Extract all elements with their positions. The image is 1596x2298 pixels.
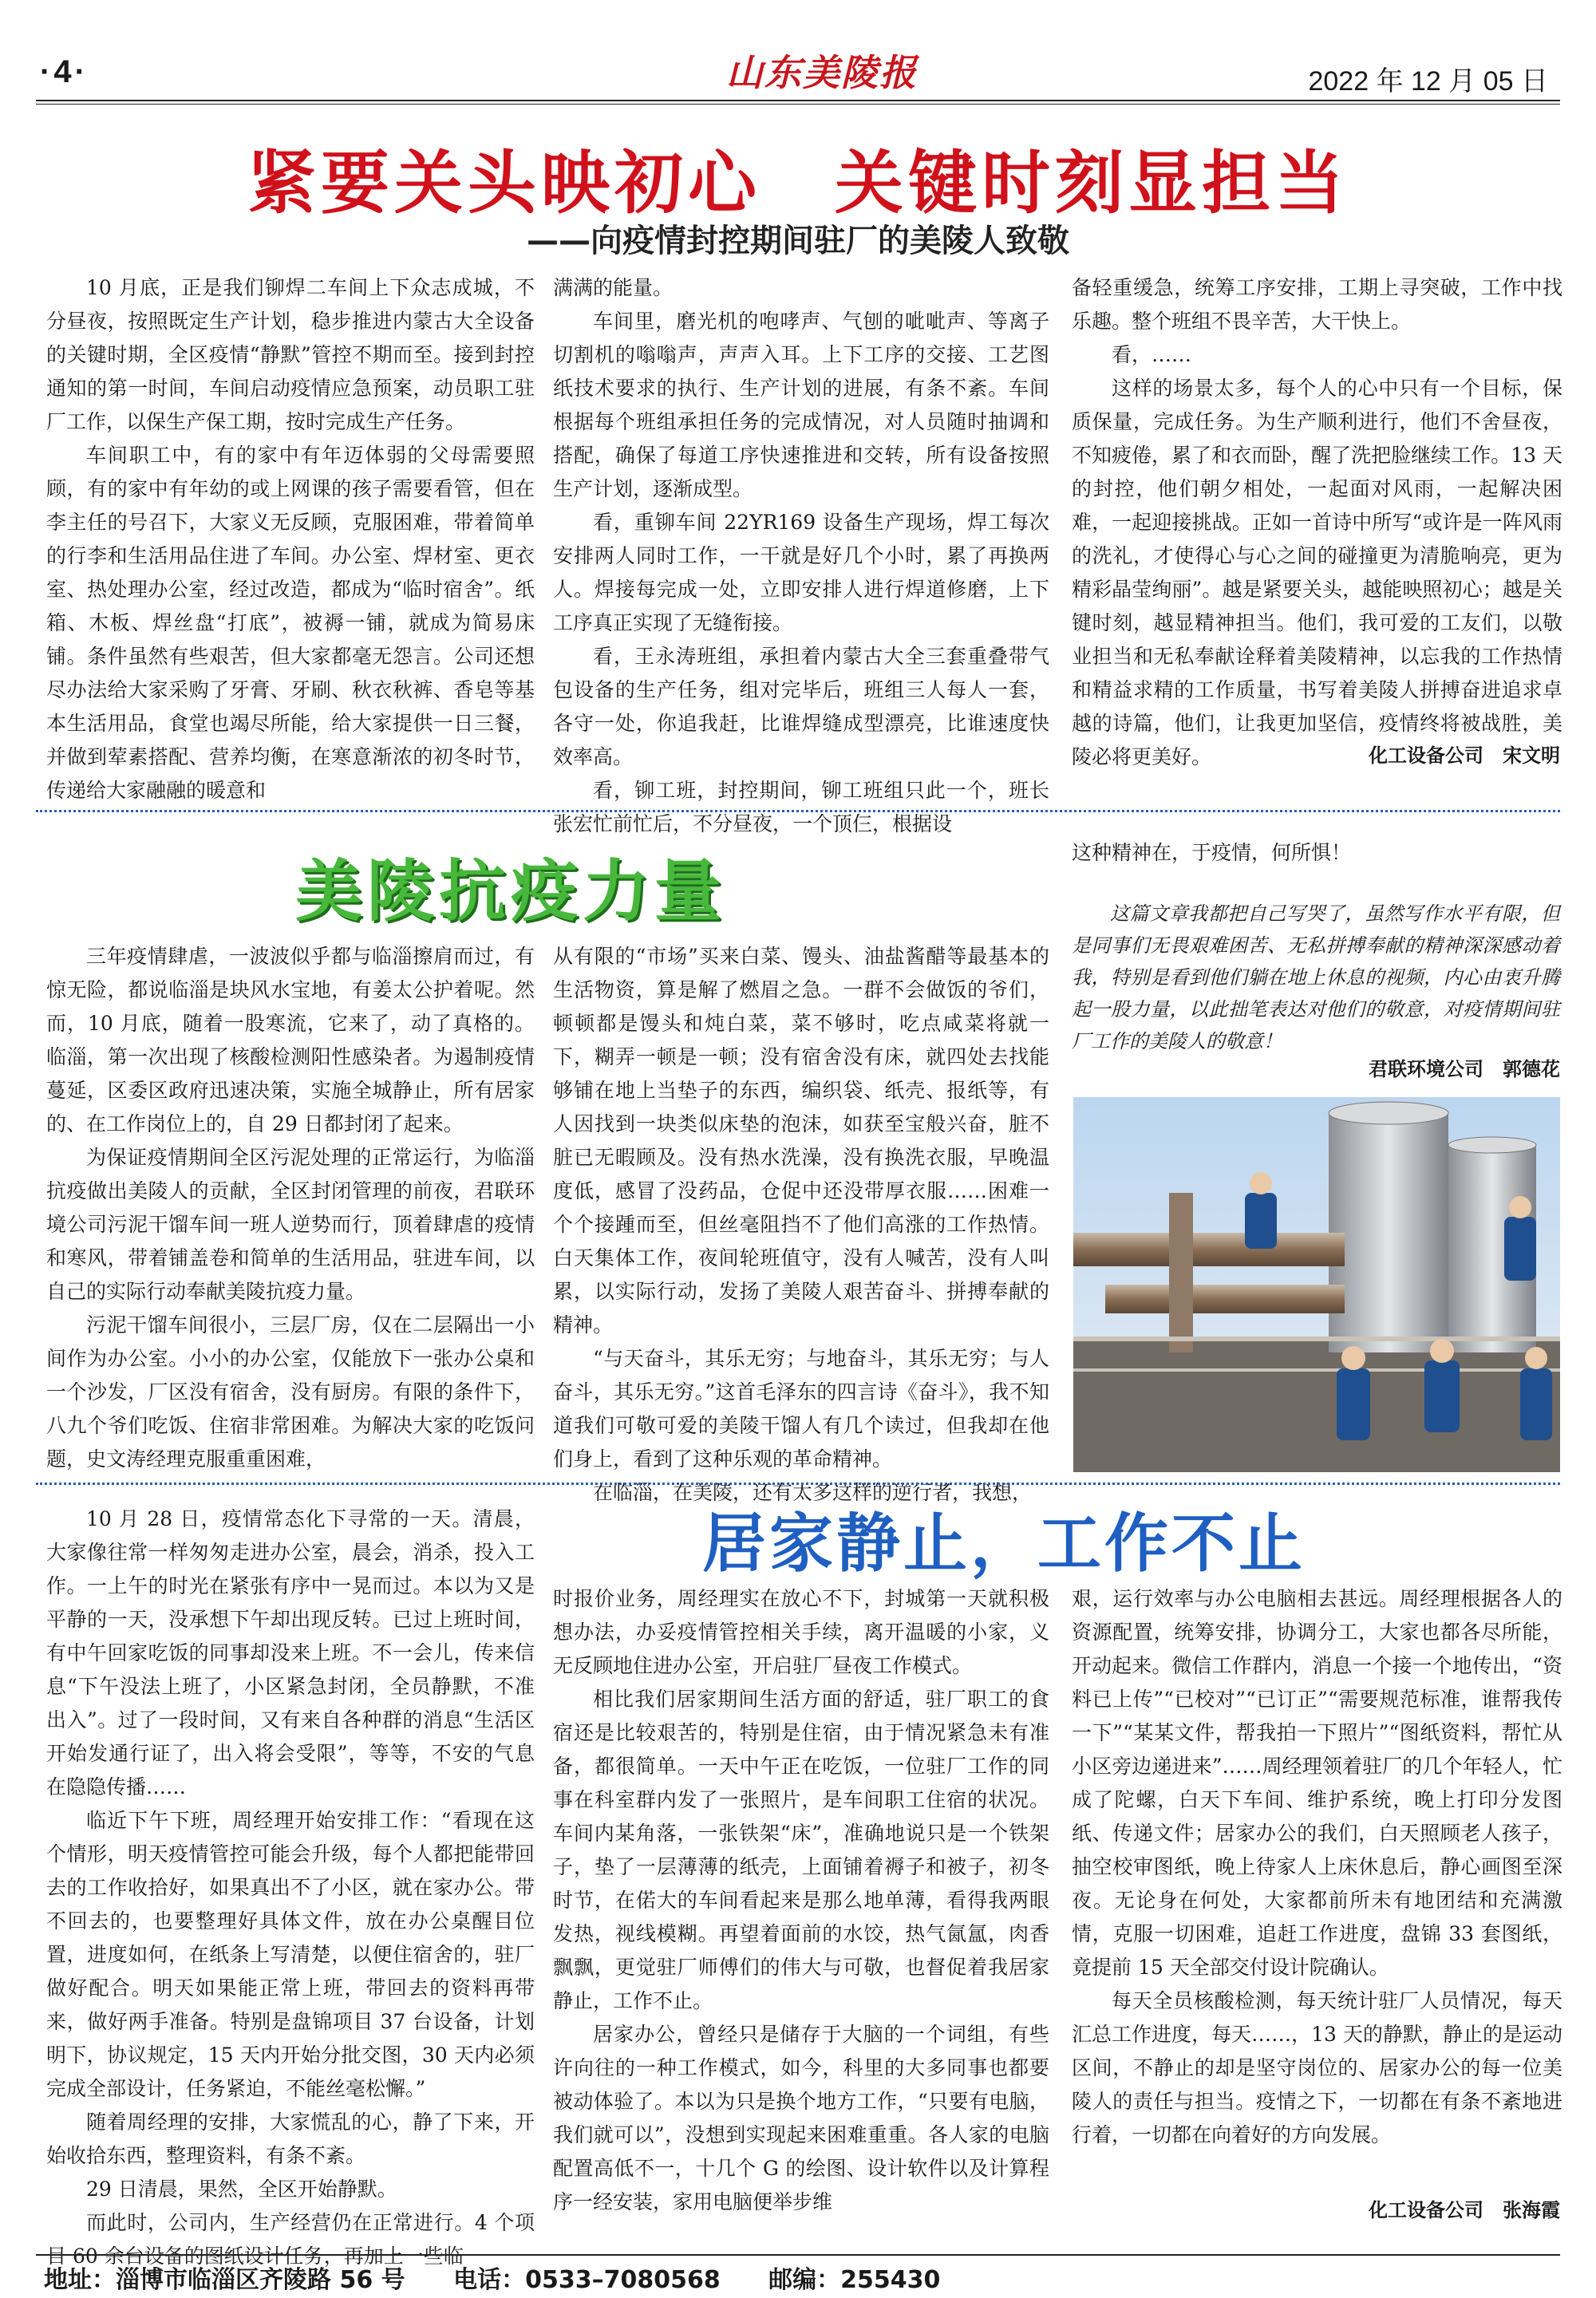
issue-date: 2022 年 12 月 05 日 <box>1308 66 1548 97</box>
page-number: ·4· <box>40 54 89 89</box>
paragraph: 临近下午下班，周经理开始安排工作：“看现在这个情形，明天疫情管控可能会升级，每个人都把能带回去的工作收拾好，如果真出不了小区，就在家办公。带不回去的，也要整理好具体文件，放在办公桌醒目位置，进度如何，在纸条上写清楚，以便住宿舍的，驻厂做好配合。明天如果能正常上班，带回去的资料再带来，做好两手准备。特别是盘锦项目 37 台设备，计划明下，协议规定，15 天内开始分批交图，30 天内必须完成全部设计，任务紧迫，不能丝毫松懈。” <box>46 1809 535 2100</box>
footer-postcode: 邮编：255430 <box>768 2266 941 2294</box>
footer-phone: 电话：0533–7080568 <box>453 2266 721 2294</box>
footer <box>44 2260 980 2295</box>
article3-byline: 化工设备公司 张海霞 <box>1369 2199 1560 2221</box>
paragraph: 时报价业务，周经理实在放心不下，封城第一天就积极想办法，办妥疫情管控相关手续，离开温暖的小家，义无反顾地住进办公室，开启驻厂昼夜工作模式。 <box>553 1587 1049 1677</box>
article2-byline: 君联环境公司 郭德花 <box>1369 1058 1560 1080</box>
paragraph: 相比我们居家期间生活方面的舒适，驻厂职工的食宿还是比较艰苦的，特别是住宿，由于情况紧急未有准备，都很简单。一天中午正在吃饭，一位驻厂工作的同事在科室群内发了一张照片，是车间职工住宿的状况。车间内某角落，一张铁架“床”，准确地说只是一个铁架子，垫了一层薄薄的纸壳，上面铺着褥子和被子，初冬时节，在偌大的车间看起来是那么地单薄，看得我两眼发热，视线模糊。再望着面前的水饺，热气氤氲，肉香飘飘，更觉驻厂师傅们的伟大与可敬，也督促着我居家静止，工作不止。 <box>553 1688 1049 2012</box>
header-rule-thin <box>36 104 1560 105</box>
header-rule <box>36 100 1560 101</box>
paragraph: 艰，运行效率与办公电脑相去甚远。周经理根据各人的资源配置，统筹安排，协调分工，大家也都各尽所能，开动起来。微信工作群内，消息一个接一个地传出，“资料已上传”“已校对”“已订正”“需要规范标准，谁帮我传一下”“某某文件，帮我拍一下照片”“图纸资料，帮忙从小区旁边递进来”……周经理领着驻厂的几个年轻人，忙成了陀螺，白天下车间、维护系统，晚上打印分发图纸、传递文件；居家办公的我们，白天照顾老人孩子，抽空校审图纸，晚上待家人上床休息后，静心画图至深夜。无论身在何处，大家都前所未有地团结和充满激情，克服一切困难，追赶工作进度，盘锦 33 套图纸，竟提前 15 天全部交付设计院确认。 <box>1072 1587 1562 1979</box>
paragraph: 而此时，公司内，生产经营仍在正常进行。4 个项目 60 余台设备的图纸设计任务，再加上一些临 <box>46 2211 535 2268</box>
paragraph: 每天全员核酸检测，每天统计驻厂人员情况，每天汇总工作进度，每天……，13 天的静默，静止的是运动区间，不静止的却是坚守岗位的、居家办公的每一位美陵人的责任与担当。疫情之下，一切都在有条不紊地进行着，一切都在向着好的方向发展。 <box>1072 1989 1562 2146</box>
article1-column-3 <box>1072 271 1562 774</box>
article1-title: 紧要关头映初心 关键时刻显担当 <box>247 144 1349 223</box>
paragraph: 看，王永涛班组，承担着内蒙古大全三套重叠带气包设备的生产任务，组对完毕后，班组三人每人一套，各守一处，你追我赶，比谁焊缝成型漂亮，比谁速度快效率高。 <box>553 645 1049 768</box>
article2-title: 美陵抗疫力量 <box>295 852 727 930</box>
footer-address: 地址：淄博市临淄区齐陵路 56 号 <box>44 2266 405 2294</box>
article2-column-2 <box>553 940 1049 1510</box>
paragraph: 10 月 28 日，疫情常态化下寻常的一天。清晨，大家像往常一样匆匆走进办公室，晨会，消杀，投入工作。一上午的时光在紧张有序中一晃而过。本以为又是平静的一天，没承想下午却出现反转。已过上班时间，有中午回家吃饭的同事却没来上班。不一会儿，传来信息“下午没法上班了，小区紧急封闭，全员静默，不准出入”。过了一段时间，又有来自各种群的消息“生活区开始发通行证了，出入将会受限”，等等，不安的气息在隐隐传播…… <box>46 1507 535 1799</box>
editor-note <box>1072 898 1560 1057</box>
paragraph: 这样的场景太多，每个人的心中只有一个目标，保质保量，完成任务。为生产顺利进行，他们不舍昼夜，不知疲倦，累了和衣而卧，醒了洗把脸继续工作。13 天的封控，他们朝夕相处，一起面对风雨，一起解决困难，一起迎接挑战。正如一首诗中所写“或许是一阵风雨的洗礼，才使得心与心之间的碰撞更为清脆响亮，更为精彩晶莹绚丽”。越是紧要关头，越能映照初心；越是关键时刻，越显精神担当。他们，我可爱的工友们，以敬业担当和无私奉献诠释着美陵精神，以忘我的工作热情和精益求精的工作质量，书写着美陵人拼搏奋进追求卓越的诗篇，他们，让我更加坚信，疫情终将被战胜，美陵必将更美好。 <box>1072 377 1562 768</box>
paragraph: 三年疫情肆虐，一波波似乎都与临淄擦肩而过，有惊无险，都说临淄是块风水宝地，有姜太公护着呢。然而，10 月底，随着一股寒流，它来了，动了真格的。临淄，第一次出现了核酸检测阳性感染者。为遏制疫情蔓延，区委区政府迅速决策，实施全城静止，所有居家的、在工作岗位上的，自 29 日都封闭了起来。 <box>46 945 535 1135</box>
paragraph: 看，重铆车间 22YR169 设备生产现场，焊工每次安排两人同时工作，一干就是好几个小时，累了再换两人。焊接每完成一处，立即安排人进行焊道修磨，上下工序真正实现了无缝衔接。 <box>553 511 1049 634</box>
article1-column-1 <box>46 271 535 807</box>
article3-column-1 <box>46 1502 535 2273</box>
workers-photo-illustration <box>1073 1097 1560 1472</box>
article1-byline: 化工设备公司 宋文明 <box>1369 744 1560 767</box>
paragraph: 看，铆工班，封控期间，铆工班组只此一个，班长张宏忙前忙后，不分昼夜，一个顶仨，根据设 <box>553 779 1049 835</box>
footer-rule <box>36 2254 1560 2256</box>
paragraph: 污泥干馏车间很小，三层厂房，仅在二层隔出一小间作为办公室。小小的办公室，仅能放下一张办公桌和一个沙发，厂区没有宿舍，没有厨房。有限的条件下，八九个爷们吃饭、住宿非常困难。为解决大家的吃饭问题，史文涛经理克服重重困难， <box>46 1313 535 1471</box>
section-separator <box>36 1483 1560 1485</box>
paragraph: 为保证疫情期间全区污泥处理的正常运行，为临淄抗疫做出美陵人的贡献，全区封闭管理的前夜，君联环境公司污泥干馏车间一班人逆势而行，顶着肆虐的疫情和寒风，带着铺盖卷和简单的生活用品，驻进车间，以自己的实际行动奉献美陵抗疫力量。 <box>46 1146 535 1303</box>
paragraph: 在临淄，在美陵，还有太多这样的逆行者，我想， <box>593 1481 1033 1504</box>
article2-column-3 <box>1072 836 1562 870</box>
paragraph: “与天奋斗，其乐无穷；与地奋斗，其乐无穷；与人奋斗，其乐无穷。”这首毛泽东的四言诗《奋斗》，我不知道我们可敬可爱的美陵干馏人有几个读过，但我却在他们身上，看到了这种乐观的革命精神。 <box>553 1347 1049 1471</box>
article2-column-1 <box>46 940 535 1476</box>
paragraph: 满满的能量。 <box>553 276 674 299</box>
note-paragraph: 这篇文章我都把自己写哭了，虽然写作水平有限，但是同事们无畏艰难困苦、无私拼搏奉献的精神深深感动着我，特别是看到他们躺在地上休息的视频，内心由衷升腾起一股力量，以此拙笔表达对他们的敬意，对疫情期间驻厂工作的美陵人的敬意！ <box>1072 902 1560 1052</box>
workers-photo <box>1073 1097 1560 1472</box>
paragraph: 看，…… <box>1112 343 1192 366</box>
article1-column-2 <box>553 271 1049 841</box>
article3-column-3 <box>1072 1582 1562 2152</box>
masthead-logo: 山东美陵报 <box>726 51 918 94</box>
paragraph: 10 月底，正是我们铆焊二车间上下众志成城，不分昼夜，按照既定生产计划，稳步推进内蒙古大全设备的关键时期，全区疫情“静默”管控不期而至。接到封控通知的第一时间，车间启动疫情应急预案，动员职工驻厂工作，以保生产保工期，按时完成生产任务。 <box>46 276 535 433</box>
paragraph: 车间里，磨光机的咆哮声、气刨的呲呲声、等离子切割机的嗡嗡声，声声入耳。上下工序的交接、工艺图纸技术要求的执行、生产计划的进展，有条不紊。车间根据每个班组承担任务的完成情况，对人员随时抽调和搭配，确保了每道工序快速推进和交转，所有设备按照生产计划，逐渐成型。 <box>553 310 1049 500</box>
article3-column-2 <box>553 1582 1049 2219</box>
article3-title: 居家静止，工作不止 <box>702 1506 1306 1581</box>
paragraph: 29 日清晨，果然，全区开始静默。 <box>86 2178 397 2201</box>
paragraph: 备轻重缓急，统筹工序安排，工期上寻突破，工作中找乐趣。整个班组不畏辛苦，大干快上。 <box>1072 276 1562 333</box>
paragraph: 从有限的“市场”买来白菜、馒头、油盐酱醋等最基本的生活物资，算是解了燃眉之急。一群不会做饭的爷们，顿顿都是馒头和炖白菜，菜不够时，吃点咸菜将就一下，糊弄一顿是一顿；没有宿舍没有床，就四处去找能够铺在地上当垫子的东西，编织袋、纸壳、报纸等，有人因找到一块类似床垫的泡沫，如获至宝般兴奋，脏不脏已无暇顾及。没有热水洗澡，没有换洗衣服，早晚温度低，感冒了没药品，仓促中还没带厚衣服……困难一个个接踵而至，但丝毫阻挡不了他们高涨的工作热情。白天集体工作，夜间轮班值守，没有人喊苦，没有人叫累，以实际行动，发扬了美陵人艰苦奋斗、拼搏奉献的精神。 <box>553 945 1049 1337</box>
paragraph: 随着周经理的安排，大家慌乱的心，静了下来，开始收拾东西，整理资料，有条不紊。 <box>46 2110 535 2167</box>
article1-subtitle: ——向疫情封控期间驻厂的美陵人致敬 <box>527 223 1069 259</box>
paragraph: 居家办公，曾经只是储存于大脑的一个词组，有些许向往的一种工作模式，如今，科里的大多同事也都要被动体验了。本以为只是换个地方工作，“只要有电脑，我们就可以”，没想到实现起来困难重重。各人家的电脑配置高低不一，十几个 G 的绘图、设计软件以及计算程序一经安装，家用电脑便举步维 <box>553 2023 1049 2213</box>
section-separator <box>36 810 1560 812</box>
paragraph: 这种精神在，于疫情，何所惧！ <box>1072 841 1352 864</box>
paragraph: 车间职工中，有的家中有年迈体弱的父母需要照顾，有的家中有年幼的或上网课的孩子需要看管，但在李主任的号召下，大家义无反顾，克服困难，带着简单的行李和生活用品住进了车间。办公室、焊材室、更衣室、热处理办公室，经过改造，都成为“临时宿舍”。纸箱、木板、焊丝盘“打底”，被褥一铺，就成为简易床铺。条件虽然有些艰苦，但大家都毫无怨言。公司还想尽办法给大家采购了牙膏、牙刷、秋衣秋裤、香皂等基本生活用品，食堂也竭尽所能，给大家提供一日三餐，并做到荤素搭配、营养均衡，在寒意渐浓的初冬时节，传递给大家融融的暖意和 <box>46 444 535 802</box>
